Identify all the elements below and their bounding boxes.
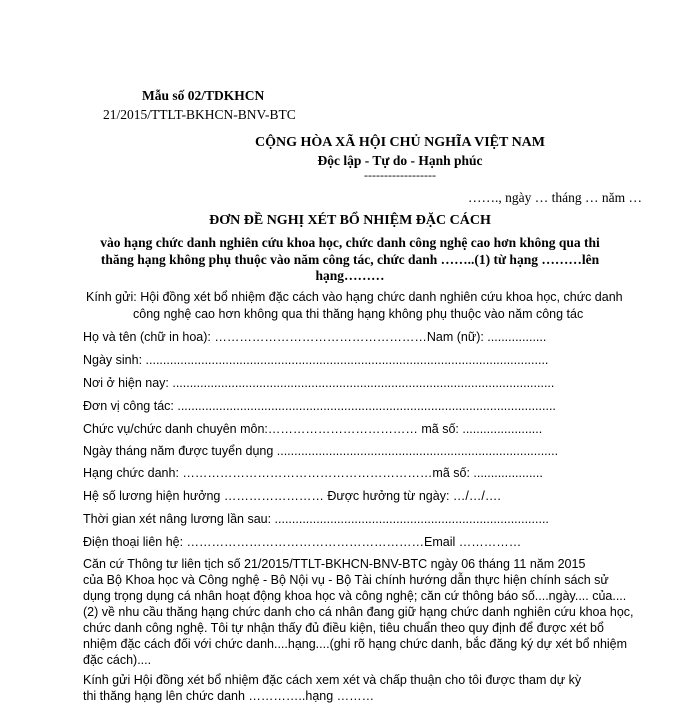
field-current-address: Nơi ở hiện nay: .............................................................................................................. [83,376,555,390]
request-line-1: Kính gửi Hội đồng xét bổ nhiệm đặc cách xem xét và chấp thuận cho tôi được tham dự kỳ [83,673,582,687]
basis-line-7: đặc cách).... [83,653,152,667]
document-subtitle-line-3: hạng……… [315,268,385,283]
basis-line-5: chức danh công nghệ. Tôi tự nhận thấy đủ điều kiện, tiêu chuẩn theo quy định để được xét bổ [83,621,604,635]
field-position: Chức vụ/chức danh chuyên môn:……………………………… mã số: ....................... [83,422,543,436]
date-line: ……., ngày … tháng … năm … [468,190,642,205]
basis-line-2: của Bộ Khoa học và Công nghệ - Bộ Nội vụ - Bộ Tài chính hướng dẫn thực hiện chính sách sử [83,573,609,587]
nation-heading: CỘNG HÒA XÃ HỘI CHỦ NGHĨA VIỆT NAM [254,135,545,150]
field-full-name: Họ và tên (chữ in hoa): ……………………………………………Nam (nữ): ................. [83,330,547,344]
basis-line-6: nhiệm đặc cách đối với chức danh....hạng....(ghi rõ hạng chức danh, bắc đăng ký dự xét bổ nhiệm [83,637,628,651]
basis-line-4: (2) về nhu cầu thăng hạng chức danh cho cá nhân đang giữ hạng chức danh nghiên cứu khoa học, [83,605,634,619]
field-next-salary-review: Thời gian xét nâng lương lần sau: ............................................................................... [83,512,549,526]
basis-line-1: Căn cứ Thông tư liên tịch số 21/2015/TTLT-BKHCN-BNV-BTC ngày 06 tháng 11 năm 2015 [83,557,586,571]
field-rank: Hạng chức danh: ……………………………………………………mã số: .................... [83,466,543,480]
basis-line-3: dụng trọng dụng cá nhân hoạt động khoa học và công nghệ; căn cứ thông báo số....ngày.... của.... [83,589,627,603]
field-recruitment-date: Ngày tháng năm được tuyển dụng ................................................................................. [83,444,559,458]
form-code: Mẫu số 02/TDKHCN [142,88,265,103]
addressee-line-1: Kính gửi: Hội đồng xét bổ nhiệm đặc cách vào hạng chức danh nghiên cứu khoa học, chức danh [86,290,623,304]
motto: Độc lập - Tự do - Hạnh phúc [317,153,483,168]
field-salary-coefficient: Hệ số lương hiện hưởng …………………… Được hưởng từ ngày: …/…/…. [83,489,501,503]
field-work-unit: Đơn vị công tác: ............................................................................................................. [83,399,556,413]
request-line-2: thi thăng hạng lên chức danh …………..hạng ……… [83,689,375,703]
document-subtitle-line-1: vào hạng chức danh nghiên cứu khoa học, chức danh công nghệ cao hơn không qua thi [100,235,600,250]
addressee-line-2: công nghệ cao hơn không qua thi thăng hạng không phụ thuộc vào năm công tác [133,307,584,321]
field-phone-email: Điện thoại liên hệ: …………………………………………………Email …………… [83,535,522,549]
circular-number: 21/2015/TTLT-BKHCN-BNV-BTC [103,107,296,122]
document-title: ĐƠN ĐỀ NGHỊ XÉT BỔ NHIỆM ĐẶC CÁCH [209,213,491,228]
field-date-of-birth: Ngày sinh: .................................................................................................................... [83,353,549,367]
motto-divider: ------------------ [364,168,436,182]
document-subtitle-line-2: thăng hạng không phụ thuộc vào năm công tác, chức danh ……..(1) từ hạng ………lên [100,252,600,267]
